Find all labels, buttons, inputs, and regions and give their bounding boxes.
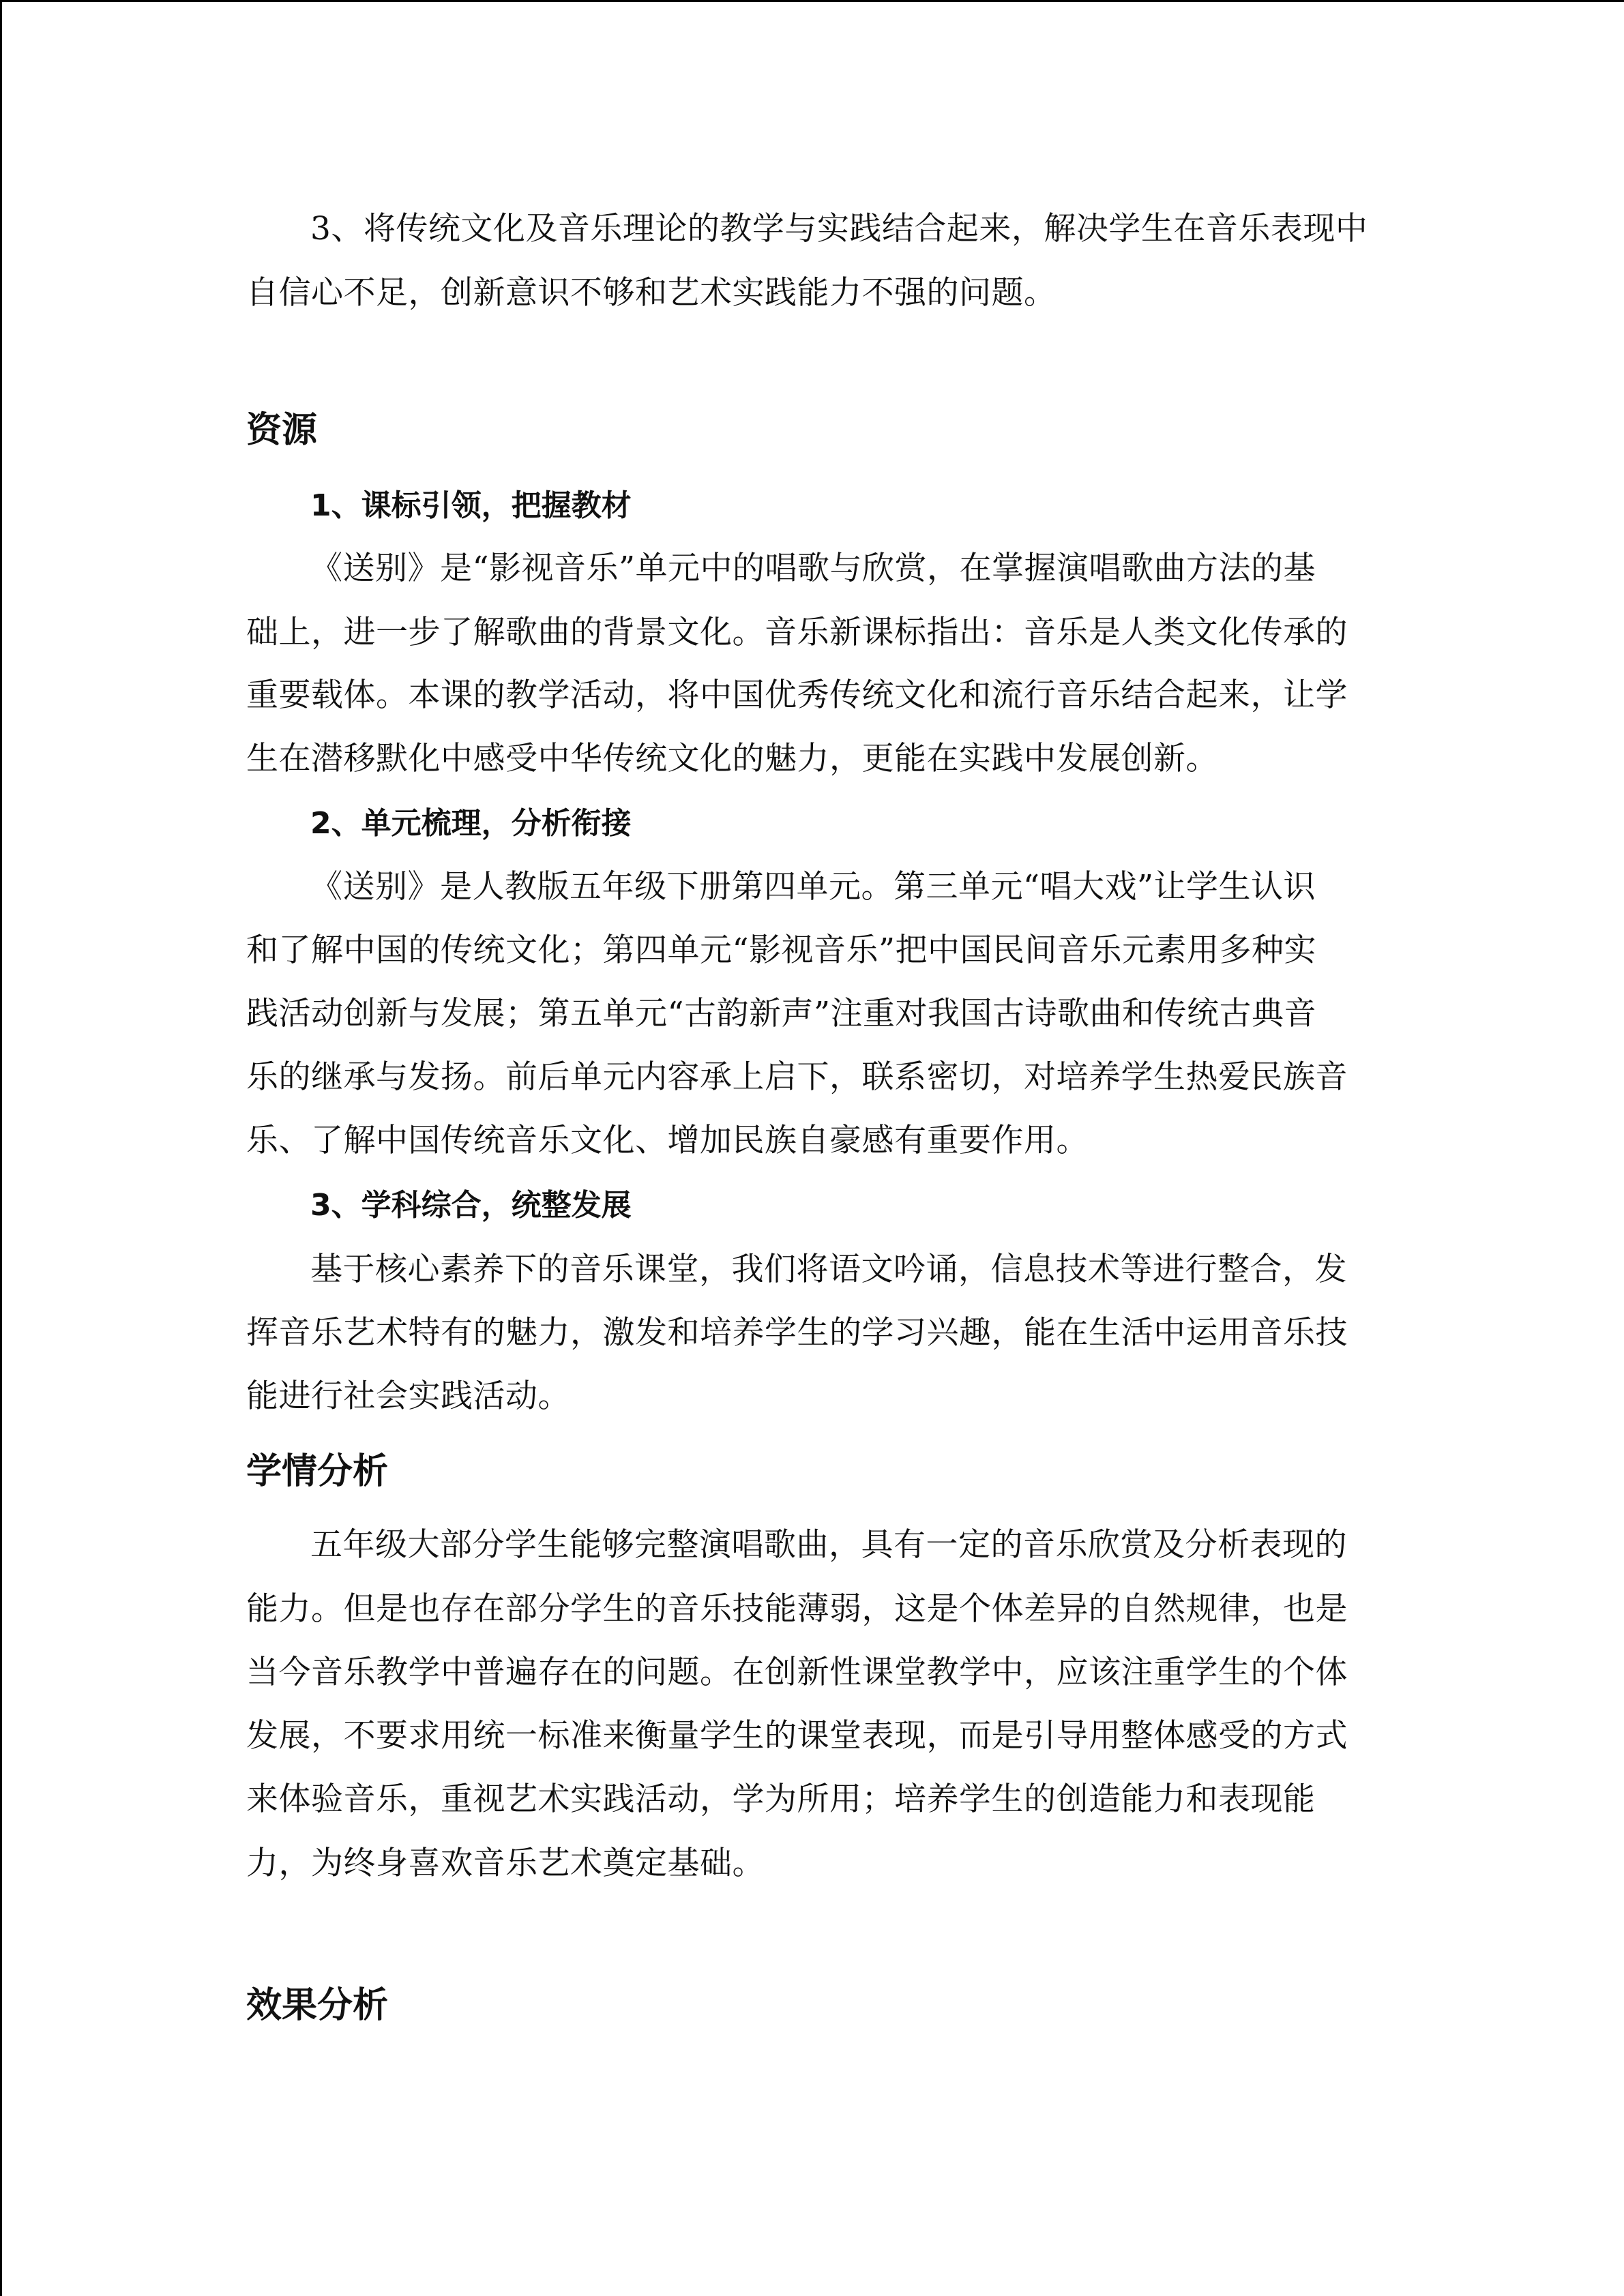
section-3-line-3: 能进行社会实践活动。 xyxy=(246,1377,570,1415)
page-border-top xyxy=(0,0,1624,2)
section-2-line-3: 践活动创新与发展；第五单元“古韵新声”注重对我国古诗歌曲和传统古典音 xyxy=(246,995,1317,1032)
section-2-line-1: 《送别》是人教版五年级下册第四单元。第三单元“唱大戏”让学生认识 xyxy=(310,868,1316,906)
section-2-title: 2、单元梳理，分析衔接 xyxy=(310,806,632,841)
learning-analysis-line-5: 来体验音乐，重视艺术实践活动，学为所用；培养学生的创造能力和表现能 xyxy=(246,1780,1316,1818)
section-3-title: 3、学科综合，统整发展 xyxy=(310,1188,632,1223)
section-1-line-2: 础上，进一步了解歌曲的背景文化。音乐新课标指出：音乐是人类文化传承的 xyxy=(246,614,1348,651)
learning-analysis-heading: 学情分析 xyxy=(246,1451,389,1492)
learning-analysis-line-4: 发展，不要求用统一标准来衡量学生的课堂表现，而是引导用整体感受的方式 xyxy=(246,1717,1348,1755)
learning-analysis-line-6: 力，为终身喜欢音乐艺术奠定基础。 xyxy=(246,1845,765,1882)
section-3-line-1: 基于核心素养下的音乐课堂，我们将语文吟诵，信息技术等进行整合，发 xyxy=(310,1251,1347,1288)
intro-line-1: 3、将传统文化及音乐理论的教学与实践结合起来，解决学生在音乐表现中 xyxy=(310,210,1368,248)
section-2-line-4: 乐的继承与发扬。前后单元内容承上启下，联系密切，对培养学生热爱民族音 xyxy=(246,1058,1348,1096)
section-1-line-1: 《送别》是“影视音乐”单元中的唱歌与欣赏，在掌握演唱歌曲方法的基 xyxy=(310,550,1316,587)
learning-analysis-line-1: 五年级大部分学生能够完整演唱歌曲，具有一定的音乐欣赏及分析表现的 xyxy=(310,1526,1347,1564)
section-1-line-3: 重要载体。本课的教学活动，将中国优秀传统文化和流行音乐结合起来，让学 xyxy=(246,676,1348,714)
learning-analysis-line-3: 当今音乐教学中普遍存在的问题。在创新性课堂教学中，应该注重学生的个体 xyxy=(246,1654,1348,1691)
effect-analysis-heading: 效果分析 xyxy=(246,1985,389,2026)
intro-line-2: 自信心不足，创新意识不够和艺术实践能力不强的问题。 xyxy=(246,274,1057,312)
section-3-line-2: 挥音乐艺术特有的魅力，激发和培养学生的学习兴趣，能在生活中运用音乐技 xyxy=(246,1314,1348,1352)
learning-analysis-line-2: 能力。但是也存在部分学生的音乐技能薄弱，这是个体差异的自然规律，也是 xyxy=(246,1590,1348,1628)
resources-heading: 资源 xyxy=(246,410,318,451)
section-1-title: 1、课标引领，把握教材 xyxy=(310,488,632,523)
section-2-line-2: 和了解中国的传统文化；第四单元“影视音乐”把中国民间音乐元素用多种实 xyxy=(246,931,1317,969)
section-1-line-4: 生在潜移默化中感受中华传统文化的魅力，更能在实践中发展创新。 xyxy=(246,740,1218,777)
section-2-line-5: 乐、了解中国传统音乐文化、增加民族自豪感有重要作用。 xyxy=(246,1122,1089,1159)
page-border-left xyxy=(0,0,2,2296)
